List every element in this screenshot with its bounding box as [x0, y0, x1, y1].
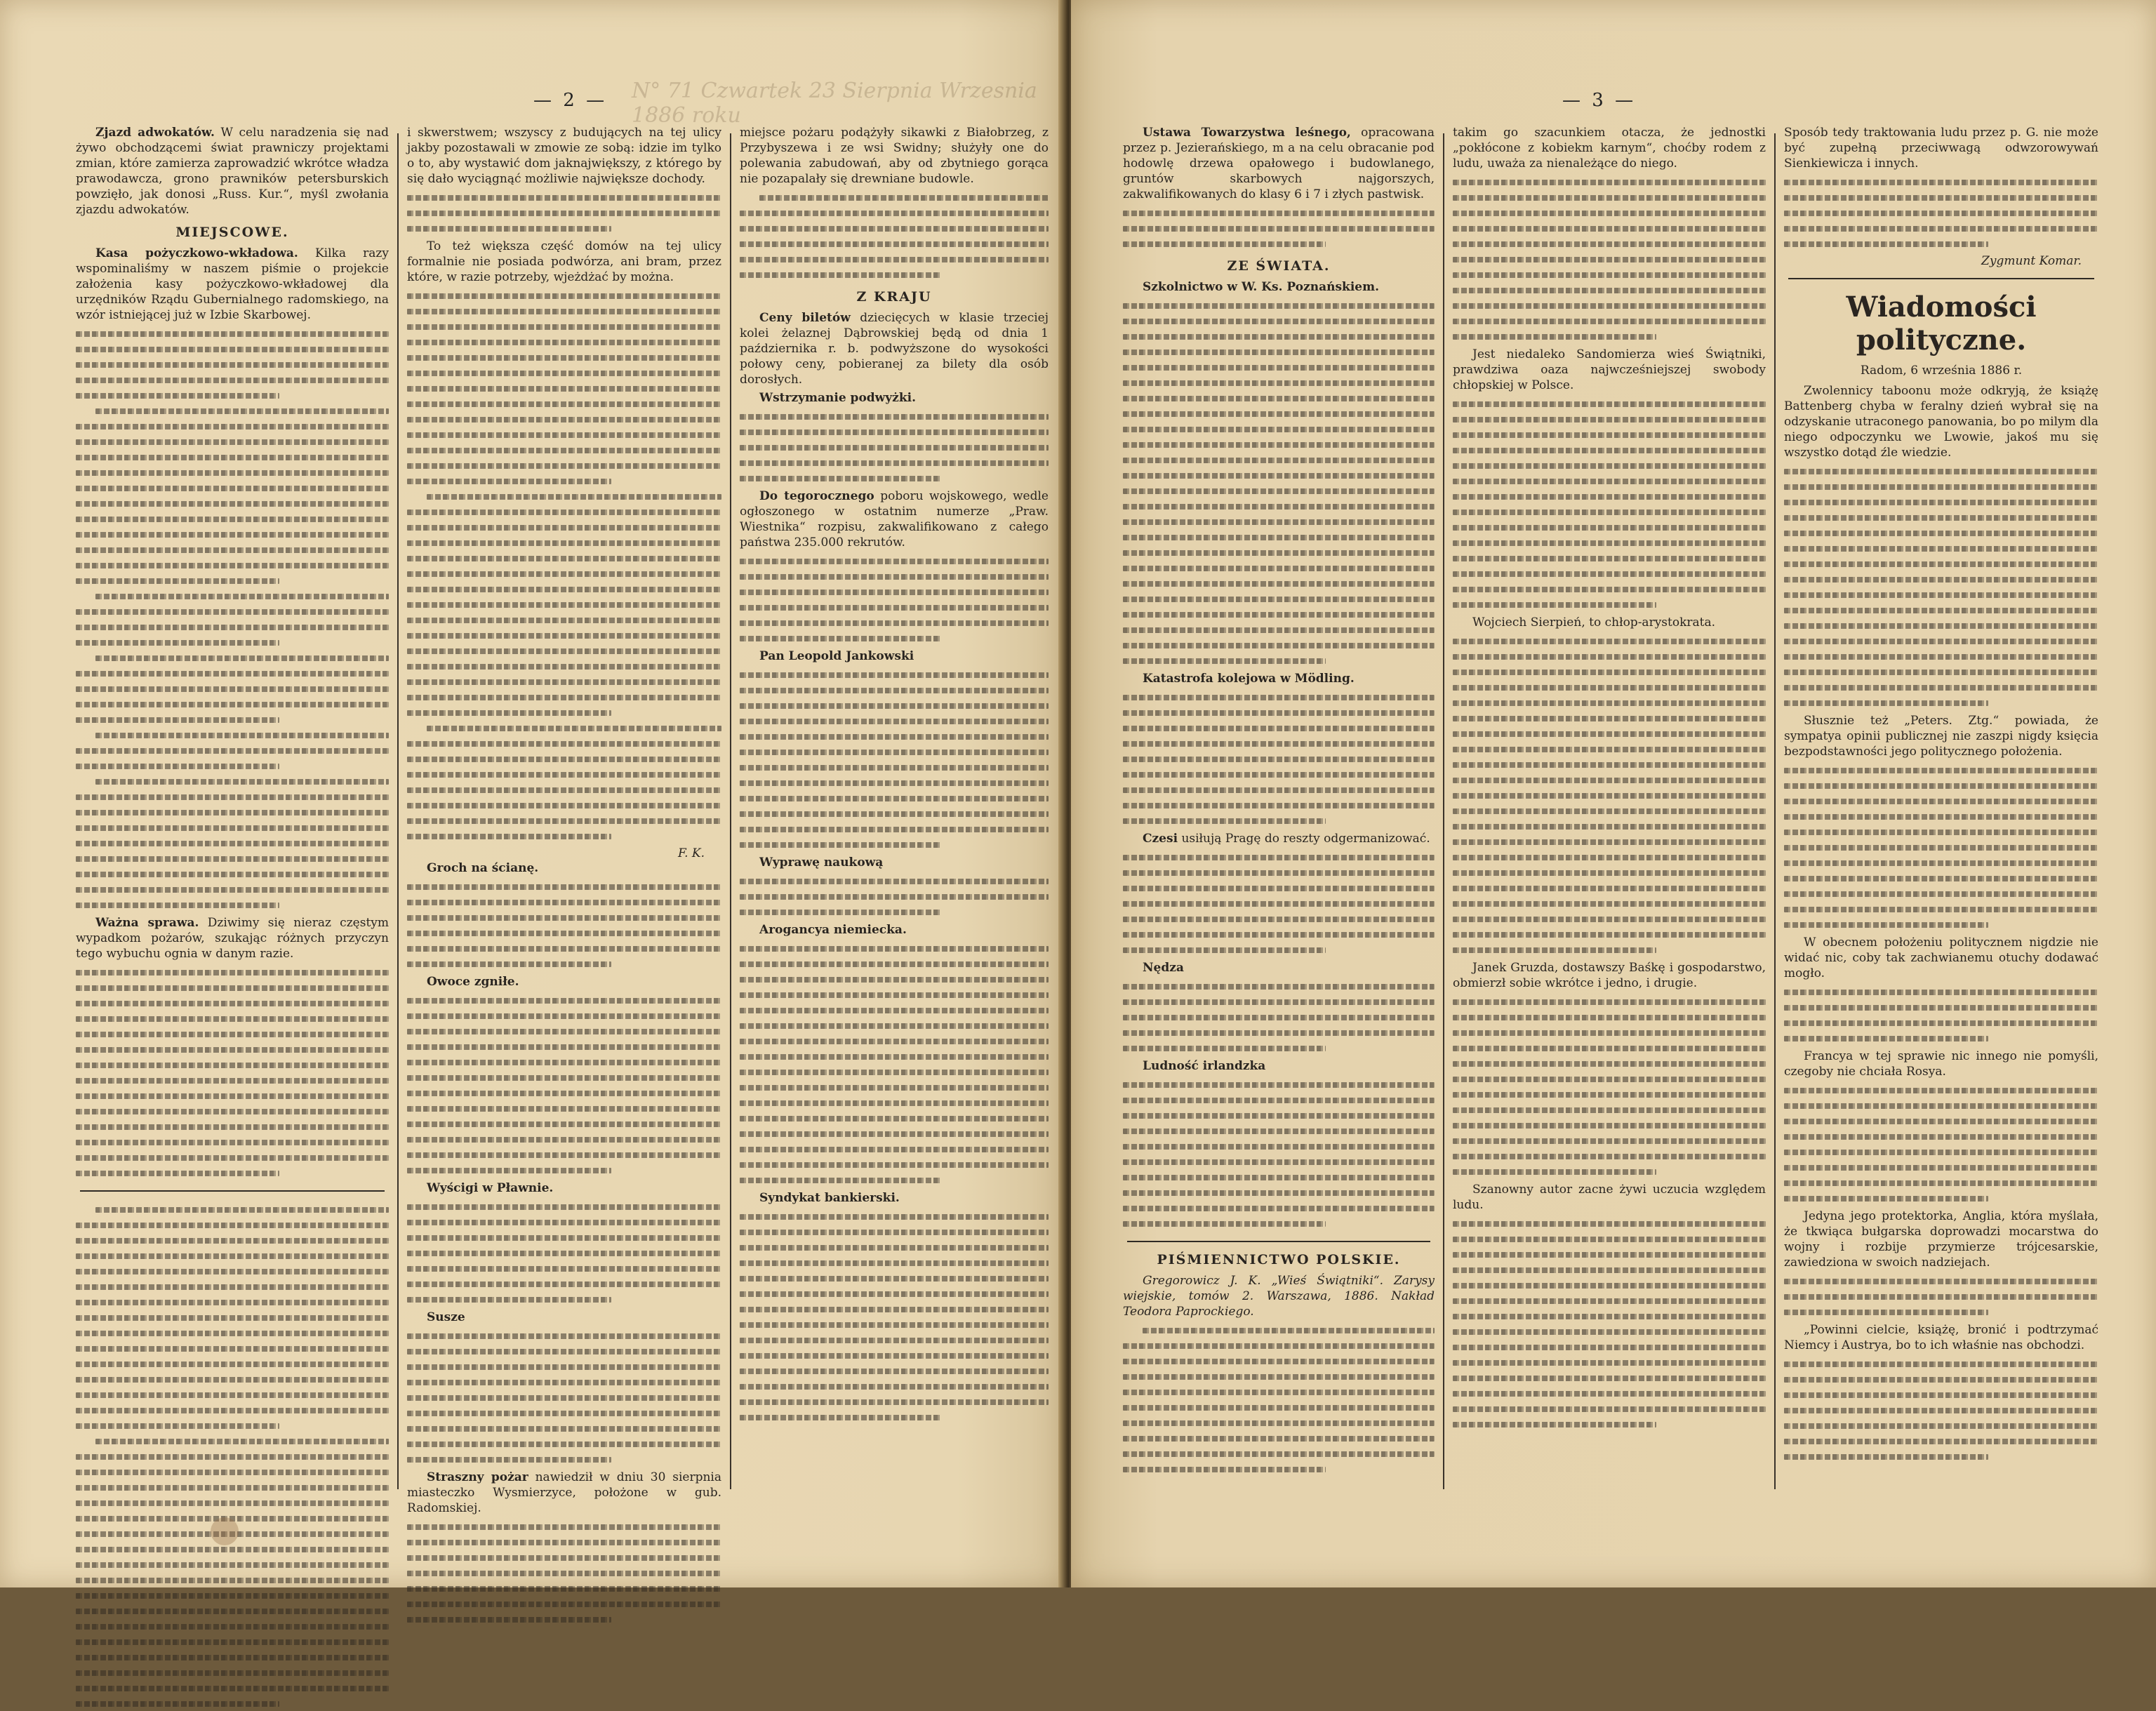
article-text: Zwolennicy taboonu może odkryją, że książę Battenberg chyba w feralny dzień wybrał się na odzyskanie utraconego panowania, bo po milym dla niego odpoczynku we Lwowie, jakoś mu się wszystko dotąd źle wiedzie.: [1784, 384, 2098, 460]
article-text: Słusznie też „Peters. Ztg.“ powiada, że sympatya opinii publicznej nie zaszpi nigdy księcia bezpodstawności jego politycznego położenia.: [1784, 714, 2098, 759]
article-lead: Do tegorocznego: [759, 489, 874, 503]
paper-stain: [211, 1517, 239, 1545]
text-block: [407, 288, 721, 844]
dateline: Radom, 6 września 1886 r.: [1860, 364, 2023, 378]
article-text: W obecnem położeniu politycznem nigdzie nie widać nic, coby tak zachwianemu otuchy dodawać mogło.: [1784, 936, 2098, 980]
article-lead: Owoce zgniłe.: [427, 975, 519, 989]
section-heading-pismiennictwo: PIŚMIENNICTWO POLSKIE.: [1157, 1252, 1401, 1267]
text-block: [1123, 1322, 1435, 1477]
text-block: [740, 189, 1049, 282]
section-heading-ze-swiata: ZE ŚWIATA.: [1227, 258, 1331, 274]
section-heading-z-kraju: Z KRAJU: [856, 289, 932, 305]
column-rule: [397, 133, 399, 1489]
article-lead: Katastrofa kolejowa w Mödling.: [1143, 672, 1355, 686]
article-lead: Czesi: [1143, 832, 1178, 846]
article-text: To też większa część domów na tej ulicy formalnie nie posiada podwórza, ani bram, przez które, w razie potrzeby, wjeżdżać by można.: [407, 239, 721, 284]
text-block: [407, 1328, 721, 1467]
page-number-left: — 2 —: [533, 90, 608, 111]
text-block: [1784, 1082, 2098, 1206]
divider: [1127, 1241, 1430, 1242]
text-block: [1453, 1216, 1766, 1432]
text-block: [1453, 994, 1766, 1179]
article-text: usiłują Pragę do reszty odgermanizować.: [1181, 832, 1430, 846]
article-lead: Wyścigi w Pławnie.: [427, 1181, 554, 1195]
article-lead: Ustawa Towarzystwa leśnego,: [1143, 126, 1351, 140]
article-lead: Ceny biletów: [759, 311, 851, 325]
text-block: [76, 1201, 389, 1711]
text-block: [1784, 1356, 2098, 1464]
page-number-right: — 3 —: [1562, 90, 1637, 111]
article-text: dziecięcych w klasie trzeciej kolei żelaznej Dąbrowskiej będą od dnia 1 października r. b. podwyższone do wysokości połowy ceny, pobieranej za bilety dla osób dorosłych.: [740, 311, 1049, 387]
article-lead: Zjazd adwokatów.: [95, 126, 215, 140]
article-text: takim go szacunkiem otacza, że jednostki „pokłócone z kobiekm karnym“, choćby rodem z ludu, uważa za nienależące do niego.: [1453, 126, 1766, 171]
article-lead: Kasa pożyczkowo-wkładowa.: [95, 246, 298, 260]
text-block: [740, 873, 1049, 919]
article-lead: Syndykat bankierski.: [759, 1191, 900, 1205]
article-lead: Susze: [427, 1310, 465, 1324]
text-block: [76, 326, 389, 912]
article-text: miejsce pożaru podążyły sikawki z Białobrzeg, z Przybyszewa i ze wsi Swidny; służyły one do polewania zabudowań, aby od zbytniego gorąca nie pozapalały się drewniane budowle.: [740, 126, 1049, 186]
article-text: Sposób tedy traktowania ludu przez p. G. nie może być zupełną przeciwwagą odwzorowywań Sienkiewicza i innych.: [1784, 126, 2098, 171]
text-block: [76, 964, 389, 1180]
text-block: [740, 1209, 1049, 1425]
text-block: [740, 667, 1049, 852]
article-lead: Straszny pożar: [427, 1470, 528, 1484]
signature: Zygmunt Komar.: [1981, 254, 2082, 268]
column-4: [1123, 125, 1435, 1496]
article-lead: Ważna sprawa.: [95, 916, 199, 930]
divider: [80, 1190, 385, 1192]
left-page: [0, 0, 1064, 1587]
section-heading-wiadomosci: Wiadomości polityczne.: [1846, 291, 2037, 357]
article-text: „Powinni cielcie, książę, bronić i podtrzymać Niemcy i Austrya, bo to ich właśnie nas obchodzi.: [1784, 1323, 2098, 1352]
text-block: [1453, 633, 1766, 957]
article-text: Dziwimy się nieraz częstym wypadkom pożarów, szukając różnych przyczyn tego wybuchu ognia w danym razie.: [76, 916, 390, 961]
column-rule: [1443, 133, 1444, 1489]
article-lead: Ludność irlandzka: [1143, 1059, 1266, 1073]
column-2: [407, 125, 722, 1515]
text-block: [1784, 463, 2098, 710]
article-text: Jedyna jego protektorka, Anglia, która myślała, że tkwiąca bułgarska doprowadzi mocarstwa do wojny i rozbije przymierze trójcesarskie, zawiedziona w swoich nadziejach.: [1784, 1209, 2098, 1270]
ghost-header: N° 71 Czwartek 23 Sierpnia Wrzesnia 1886 roku: [632, 79, 1037, 128]
article-text: Jest niedaleko Sandomierza wieś Świątniki, prawdziwa oaza najwcześniejszej swobody chłopskiej w Polsce.: [1453, 347, 1766, 392]
article-text: Janek Gruzda, dostawszy Baśkę i gospodarstwo, obmierzł sobie wkrótce i jedno, i drugie.: [1453, 961, 1766, 990]
article-text: W celu naradzenia się nad żywo obchodzącemi świat prawniczy projektami zmian, które zamierza zaprowadzić wkrótce władza prawodawcza, grono prawników petersburskich powzięło, jak donosi „Russ. Kur.“, myśl zwołania zjazdu adwokatów.: [76, 126, 389, 217]
text-block: [407, 992, 721, 1178]
text-block: [740, 408, 1049, 486]
column-rule: [730, 133, 731, 1489]
article-lead: Wyprawę naukową: [759, 856, 884, 870]
text-block: [1123, 849, 1435, 957]
article-text: Francya w tej sprawie nic innego nie pomyśli, czegoby nie chciała Rosya.: [1784, 1049, 2098, 1079]
text-block: [1123, 1077, 1435, 1231]
article-text: Szanowny autor zacne żywi uczucia względem ludu.: [1453, 1183, 1766, 1212]
article-lead: Groch na ścianę.: [427, 861, 539, 875]
text-block: [1123, 205, 1435, 251]
text-block: [407, 189, 721, 236]
article-lead: Nędza: [1143, 961, 1184, 975]
signature: F. K.: [677, 846, 705, 860]
article-text: Gregorowicz J. K. „Wieś Świątniki“. Zarysy wiejskie, tomów 2. Warszawa, 1886. Nakład Teodora Paprockiego.: [1123, 1274, 1435, 1319]
article-lead: Arogancya niemiecka.: [759, 923, 907, 937]
right-page: [1071, 0, 2156, 1587]
text-block: [407, 879, 721, 971]
article-text: i skwerstwem; wszyscy z budujących na tej ulicy jakby pozostawali w zmowie ze sobą: idzie im tylko o to, aby wystawić dom jaknajwiększy, z którego by się dało wyciągnąć możliwie największe dochody.: [407, 126, 721, 186]
divider: [1788, 278, 2094, 279]
text-block: [1123, 978, 1435, 1056]
text-block: [1123, 298, 1435, 668]
text-block: [740, 940, 1049, 1187]
text-block: [1453, 174, 1766, 344]
text-block: [407, 1519, 721, 1627]
text-block: [1123, 689, 1435, 828]
column-1: [76, 125, 389, 1496]
article-lead: Wstrzymanie podwyżki.: [759, 391, 916, 405]
article-text: Wojciech Sierpień, to chłop-arystokrata.: [1472, 615, 1716, 630]
article-lead: Pan Leopold Jankowski: [759, 649, 914, 663]
article-text: nawiedził w dniu 30 sierpnia miasteczko Wysmierzyce, położone w gub. Radomskiej.: [407, 1470, 722, 1515]
text-block: [1784, 762, 2098, 932]
column-6: [1784, 125, 2098, 1496]
text-block: [1784, 174, 2098, 251]
text-block: [1453, 396, 1766, 612]
column-3: [740, 125, 1049, 1496]
text-block: [1784, 984, 2098, 1046]
column-5: [1453, 125, 1766, 1496]
column-rule: [1774, 133, 1776, 1489]
section-heading-miejscowe: MIEJSCOWE.: [175, 225, 289, 240]
article-lead: Szkolnictwo w W. Ks. Poznańskiem.: [1143, 280, 1380, 294]
article-text: Kilka razy wspominaliśmy w naszem piśmie o projekcie założenia kasy pożyczkowo-wkładowej dla urzędników Rządu Gubernialnego radomskiego, na wzór istniejącej już w Izbie Skarbowej.: [76, 246, 389, 322]
article-text: poboru wojskowego, wedle ogłoszonego w ostatnim numerze „Praw. Wiestnika“ rozpisu, zakwalifikowano z całego państwa 235.000 rekrutów.: [740, 489, 1049, 550]
text-block: [740, 553, 1049, 646]
text-block: [1784, 1273, 2098, 1319]
text-block: [407, 1199, 721, 1307]
article-text: opracowana przez p. Jezierańskiego, m a na celu obracanie pod hodowlę drzewa opałowego i budowlanego, gruntów skarbowych najgorszych, zakwalifikowanych do klasy 6 i 7 i złych pastwisk.: [1123, 126, 1435, 201]
